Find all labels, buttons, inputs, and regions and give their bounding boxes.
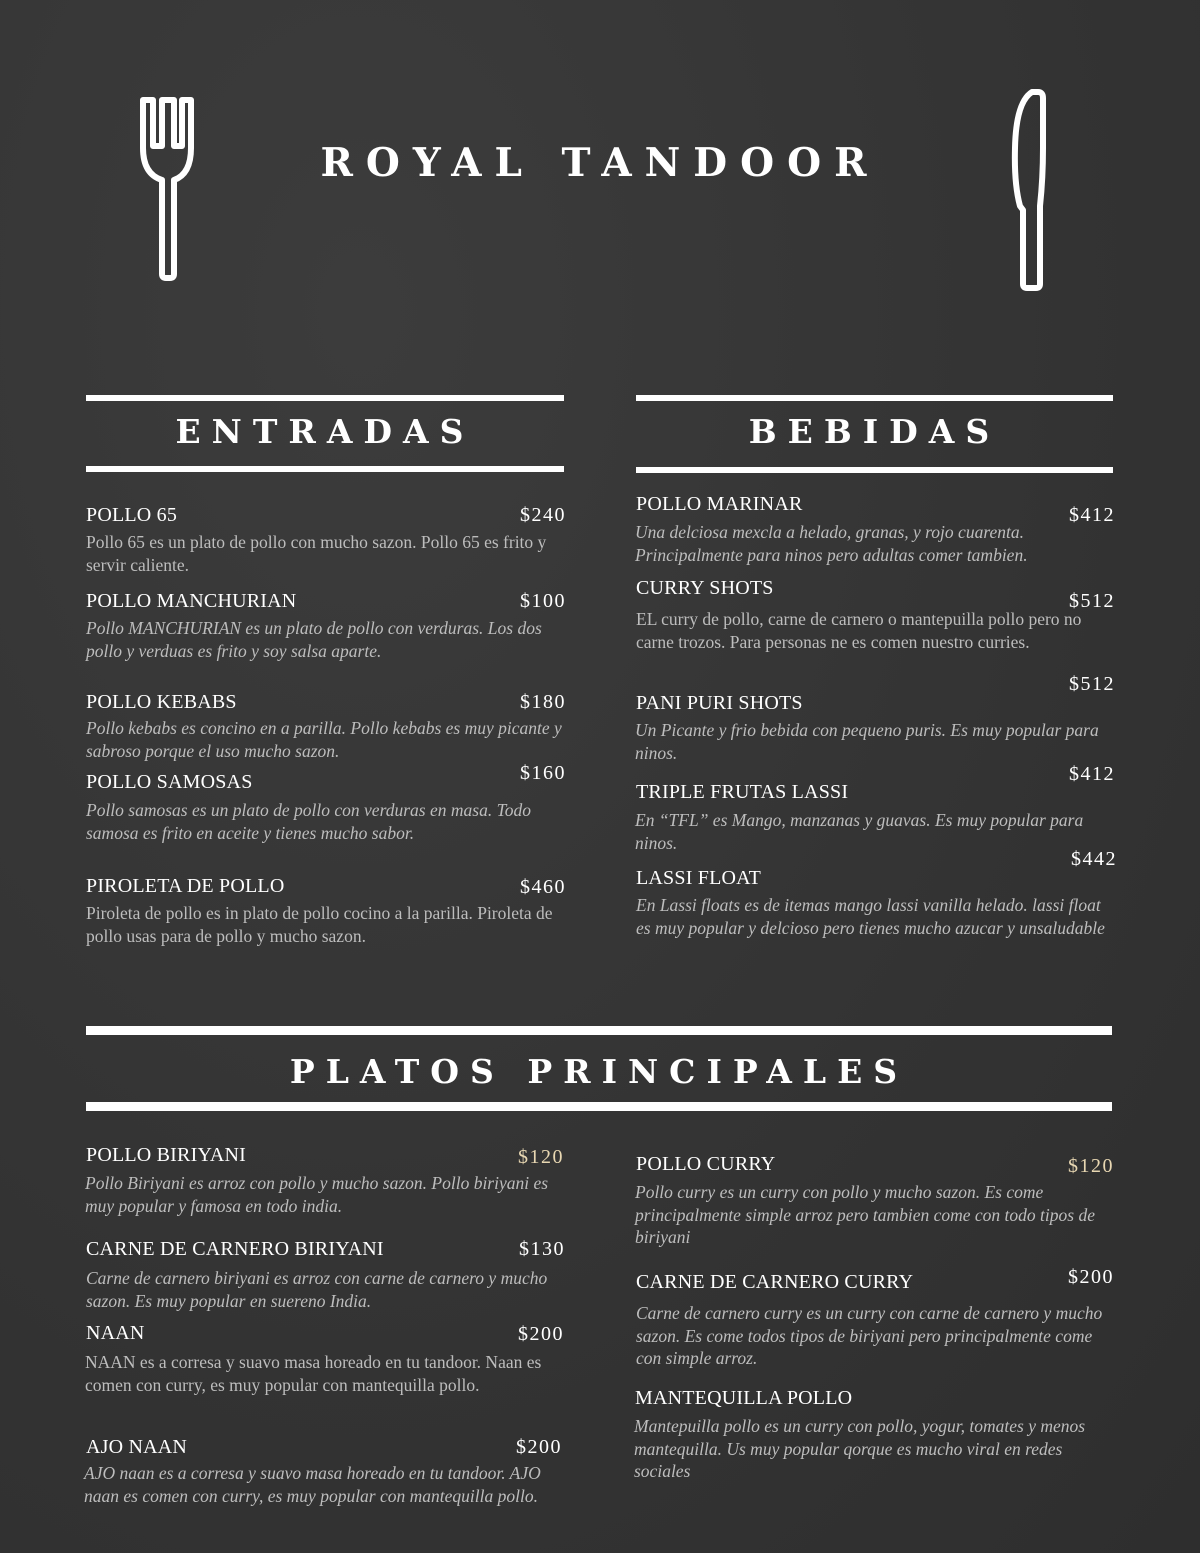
- bebidas-top-rule: [636, 395, 1113, 401]
- menu-item-name: AJO NAAN: [86, 1436, 188, 1458]
- entradas-bottom-rule: [86, 466, 564, 472]
- menu-item-desc: Pollo kebabs es concino en a parilla. Pollo kebabs es muy picante y sabroso porque el uso mucho sazon.: [86, 718, 562, 761]
- menu-item-desc: Piroleta de pollo es in plato de pollo cocino a la parilla. Piroleta de pollo usas para de pollo y mucho sazon.: [86, 903, 553, 946]
- menu-item-price: $200: [518, 1323, 564, 1345]
- menu-item-desc: Pollo samosas es un plato de pollo con verduras en masa. Todo samosa es frito en aceite y tienes mucho sabor.: [86, 800, 531, 843]
- entradas-title: ENTRADAS: [175, 412, 475, 451]
- menu-item-price: $512: [1069, 590, 1115, 612]
- menu-item-price: $130: [519, 1238, 565, 1260]
- menu-item-name: POLLO KEBABS: [86, 691, 237, 713]
- menu-item-price: $200: [1068, 1266, 1114, 1288]
- menu-item-name: TRIPLE FRUTAS LASSI: [636, 781, 849, 803]
- menu-item-name: PIROLETA DE POLLO: [86, 875, 285, 897]
- menu-item-name: POLLO SAMOSAS: [86, 771, 253, 793]
- menu-item-name: POLLO CURRY: [636, 1153, 776, 1175]
- menu-item-price: $180: [520, 691, 566, 713]
- menu-item-price: $120: [518, 1146, 564, 1168]
- menu-item-name: POLLO 65: [86, 504, 178, 526]
- menu-item-price: $412: [1069, 504, 1115, 526]
- platos-bottom-rule: [86, 1102, 1112, 1111]
- knife-icon: [1010, 88, 1048, 292]
- menu-item-desc: EL curry de pollo, carne de carnero o mantepuilla pollo pero no carne trozos. Para personas ne es comen nuestro curries.: [636, 609, 1082, 652]
- bebidas-title: BEBIDAS: [748, 412, 1001, 451]
- menu-item-desc: En Lassi floats es de itemas mango lassi vanilla helado. lassi float es muy popular y delcioso pero tienes mucho azucar y unsaludable: [636, 895, 1105, 938]
- menu-item-price: $120: [1068, 1155, 1114, 1177]
- menu-item-name: LASSI FLOAT: [636, 867, 761, 889]
- menu-item-desc: Pollo curry es un curry con pollo y mucho sazon. Es come principalmente simple arroz pero tambien come con todo tipos de biriyani: [635, 1182, 1095, 1247]
- menu-item-desc: AJO naan es a corresa y suavo masa horeado en tu tandoor. AJO naan es comen con curry, es muy popular con mantequilla pollo.: [84, 1463, 541, 1506]
- platos-top-rule: [86, 1026, 1112, 1035]
- menu-item-desc: Pollo MANCHURIAN es un plato de pollo con verduras. Los dos pollo y verduas es frito y soy salsa aparte.: [86, 618, 542, 661]
- menu-item-name: PANI PURI SHOTS: [636, 692, 803, 714]
- menu-item-price: $100: [520, 590, 566, 612]
- menu-item-name: POLLO MARINAR: [636, 493, 803, 515]
- menu-item-name: POLLO MANCHURIAN: [86, 590, 297, 612]
- menu-item-desc: NAAN es a corresa y suavo masa horeado en tu tandoor. Naan es comen con curry, es muy popular con mantequilla pollo.: [85, 1352, 542, 1395]
- menu-item-name: NAAN: [86, 1322, 145, 1344]
- menu-item-price: $200: [516, 1436, 562, 1458]
- platos-title: PLATOS PRINCIPALES: [289, 1052, 909, 1091]
- entradas-top-rule: [86, 395, 564, 401]
- menu-item-desc: Carne de carnero curry es un curry con carne de carnero y mucho sazon. Es come todos tipos de biriyani pero principalmente come con simple arroz.: [636, 1303, 1103, 1368]
- menu-item-name: MANTEQUILLA POLLO: [635, 1387, 853, 1409]
- menu-item-name: CARNE DE CARNERO BIRIYANI: [86, 1238, 384, 1260]
- menu-item-desc: En “TFL” es Mango, manzanas y guavas. Es muy popular para ninos.: [635, 810, 1084, 853]
- menu-item-name: CURRY SHOTS: [636, 577, 774, 599]
- fork-icon: [138, 96, 196, 282]
- menu-item-desc: Una delciosa mexcla a helado, granas, y rojo cuarenta. Principalmente para ninos pero adultas comer tambien.: [635, 522, 1028, 565]
- restaurant-title: ROYAL TANDOOR: [320, 140, 880, 186]
- menu-item-price: $512: [1069, 673, 1115, 695]
- menu-item-price: $460: [520, 876, 566, 898]
- menu-item-desc: Pollo 65 es un plato de pollo con mucho sazon. Pollo 65 es frito y servir caliente.: [86, 532, 547, 575]
- menu-item-price: $240: [520, 504, 566, 526]
- menu-item-price: $160: [520, 762, 566, 784]
- menu-item-desc: Carne de carnero biriyani es arroz con carne de carnero y mucho sazon. Es muy popular en suereno India.: [86, 1268, 548, 1311]
- bebidas-bottom-rule: [636, 467, 1113, 473]
- menu-item-desc: Un Picante y frio bebida con pequeno puris. Es muy popular para ninos.: [635, 720, 1099, 763]
- menu-item-desc: Mantepuilla pollo es un curry con pollo, yogur, tomates y menos mantequilla. Us muy popular qorque es mucho viral en redes sociales: [634, 1416, 1086, 1481]
- menu-item-price: $442: [1071, 848, 1117, 870]
- menu-item-name: POLLO BIRIYANI: [86, 1144, 247, 1166]
- menu-item-price: $412: [1069, 763, 1115, 785]
- menu-item-name: CARNE DE CARNERO CURRY: [636, 1271, 914, 1293]
- menu-item-desc: Pollo Biriyani es arroz con pollo y mucho sazon. Pollo biriyani es muy popular y famosa en todo india.: [85, 1173, 549, 1216]
